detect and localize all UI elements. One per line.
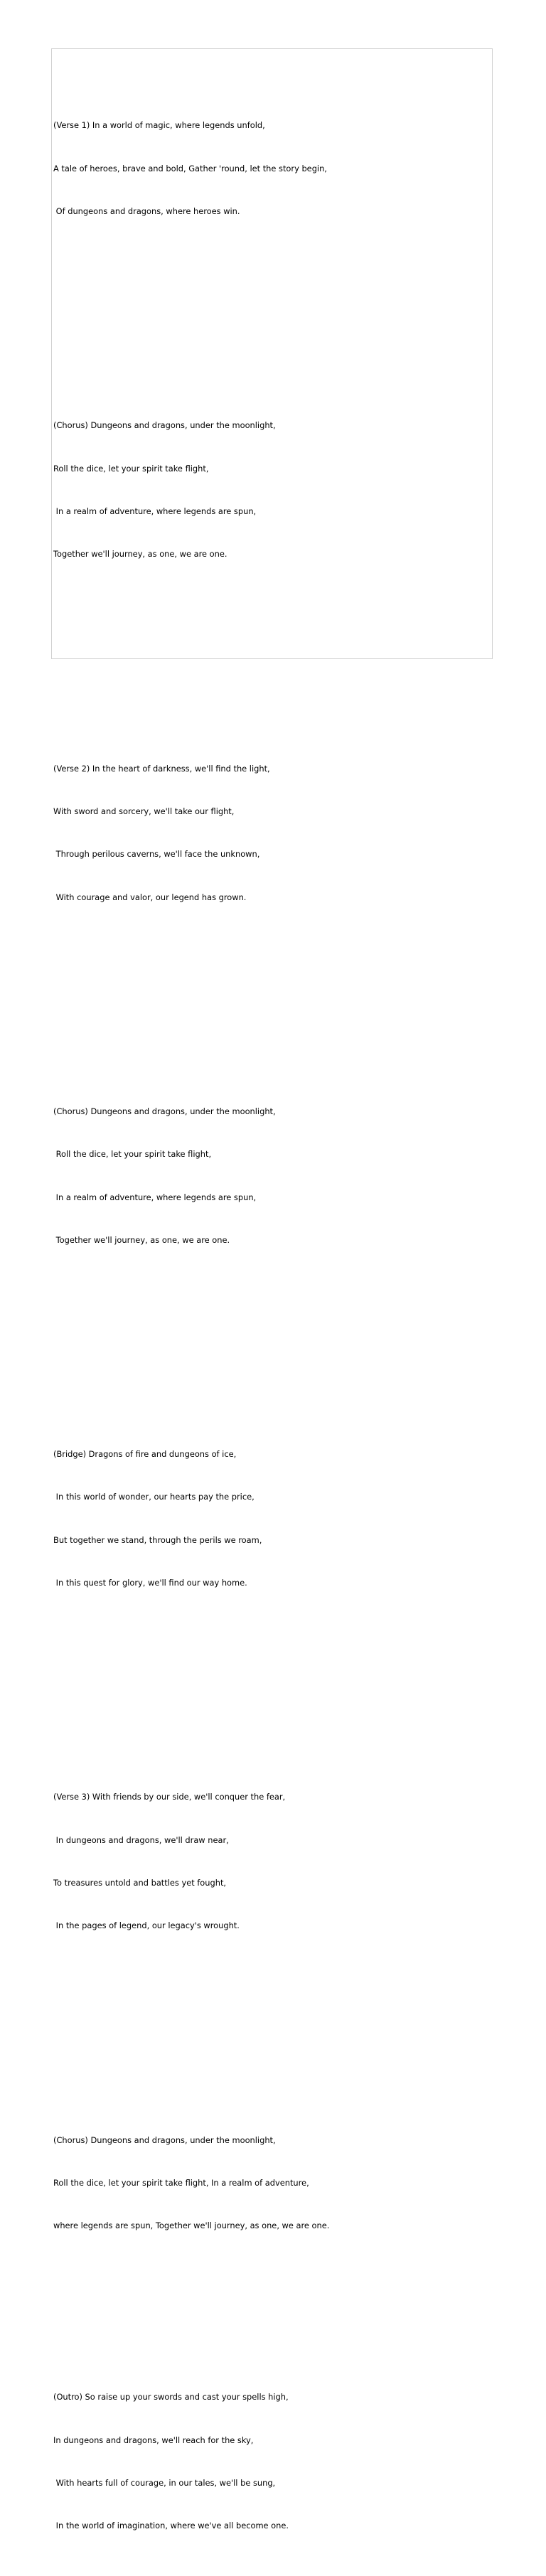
lyric-line: With hearts full of courage, in our tales, we'll be sung, (53, 2477, 276, 2488)
blank-line (53, 619, 488, 633)
blank-line (53, 961, 488, 976)
blank-line (53, 276, 488, 290)
stanza-bridge (53, 1418, 488, 1618)
stanza-chorus-1 (53, 390, 488, 589)
lyric-line: A tale of heroes, brave and bold, Gather 'round, let the story begin, (53, 163, 327, 173)
stanza-outro (53, 2361, 488, 2561)
lyric-line: (Chorus) Dungeons and dragons, under the moonlight, (53, 2134, 276, 2145)
lyric-line: But together we stand, through the perils we roam, (53, 1534, 262, 1545)
lyric-line: With sword and sorcery, we'll take our flight, (53, 806, 235, 816)
lyric-line: In this quest for glory, we'll find our way home. (53, 1578, 247, 1588)
stanza-verse-1 (53, 90, 488, 247)
lyrics-document (53, 47, 488, 2576)
lyric-line: Roll the dice, let your spirit take flight, (53, 1149, 212, 1160)
blank-line (53, 1647, 488, 1662)
lyric-line: (Outro) So raise up your swords and cast your spells high, (53, 2392, 289, 2403)
stanza-verse-2 (53, 733, 488, 933)
stanza-chorus-3 (53, 2105, 488, 2262)
blank-line (53, 1347, 488, 1362)
blank-line (53, 1004, 488, 1018)
lyric-line: (Verse 2) In the heart of darkness, we'll find the light, (53, 763, 270, 774)
lyric-line: Together we'll journey, as one, we are one. (53, 549, 228, 560)
blank-line (53, 2290, 488, 2304)
lyric-line: Of dungeons and dragons, where heroes win. (53, 206, 240, 217)
blank-line (53, 1990, 488, 2004)
blank-line (53, 1690, 488, 1704)
stanza-verse-3 (53, 1761, 488, 1961)
blank-line (53, 319, 488, 333)
lyric-line: To treasures untold and battles yet fought, (53, 1878, 227, 1888)
lyric-line: (Verse 1) In a world of magic, where legends unfold, (53, 120, 265, 131)
lyric-line: In the world of imagination, where we've all become one. (53, 2521, 289, 2531)
blank-line (53, 661, 488, 675)
lyric-line: (Chorus) Dungeons and dragons, under the moonlight, (53, 1106, 276, 1116)
blank-line (53, 2033, 488, 2047)
lyric-line: Together we'll journey, as one, we are one. (53, 1234, 230, 1245)
lyric-line: In a realm of adventure, where legends are spun, (53, 506, 257, 516)
lyric-line: In this world of wonder, our hearts pay the price, (53, 1492, 255, 1502)
lyric-line: (Chorus) Dungeons and dragons, under the moonlight, (53, 420, 276, 431)
lyric-line: With courage and valor, our legend has grown. (53, 892, 247, 902)
lyric-line: In a realm of adventure, where legends are spun, (53, 1192, 257, 1202)
lyric-line: In dungeons and dragons, we'll draw near, (53, 1834, 229, 1845)
blank-line (53, 1304, 488, 1318)
lyric-line: where legends are spun, Together we'll journey, as one, we are one. (53, 2220, 330, 2231)
lyric-line: Roll the dice, let your spirit take flight, (53, 463, 209, 474)
lyric-line: (Bridge) Dragons of fire and dungeons of ice, (53, 1449, 237, 1460)
lyric-line: (Verse 3) With friends by our side, we'll conquer the fear, (53, 1792, 286, 1802)
lyric-line: Roll the dice, let your spirit take flight, In a realm of adventure, (53, 2177, 309, 2188)
stanza-chorus-2 (53, 1076, 488, 1276)
lyric-line: Through perilous caverns, we'll face the unknown, (53, 849, 260, 860)
lyric-line: In dungeons and dragons, we'll reach for the sky, (53, 2435, 254, 2445)
lyric-line: In the pages of legend, our legacy's wrought. (53, 1920, 240, 1931)
